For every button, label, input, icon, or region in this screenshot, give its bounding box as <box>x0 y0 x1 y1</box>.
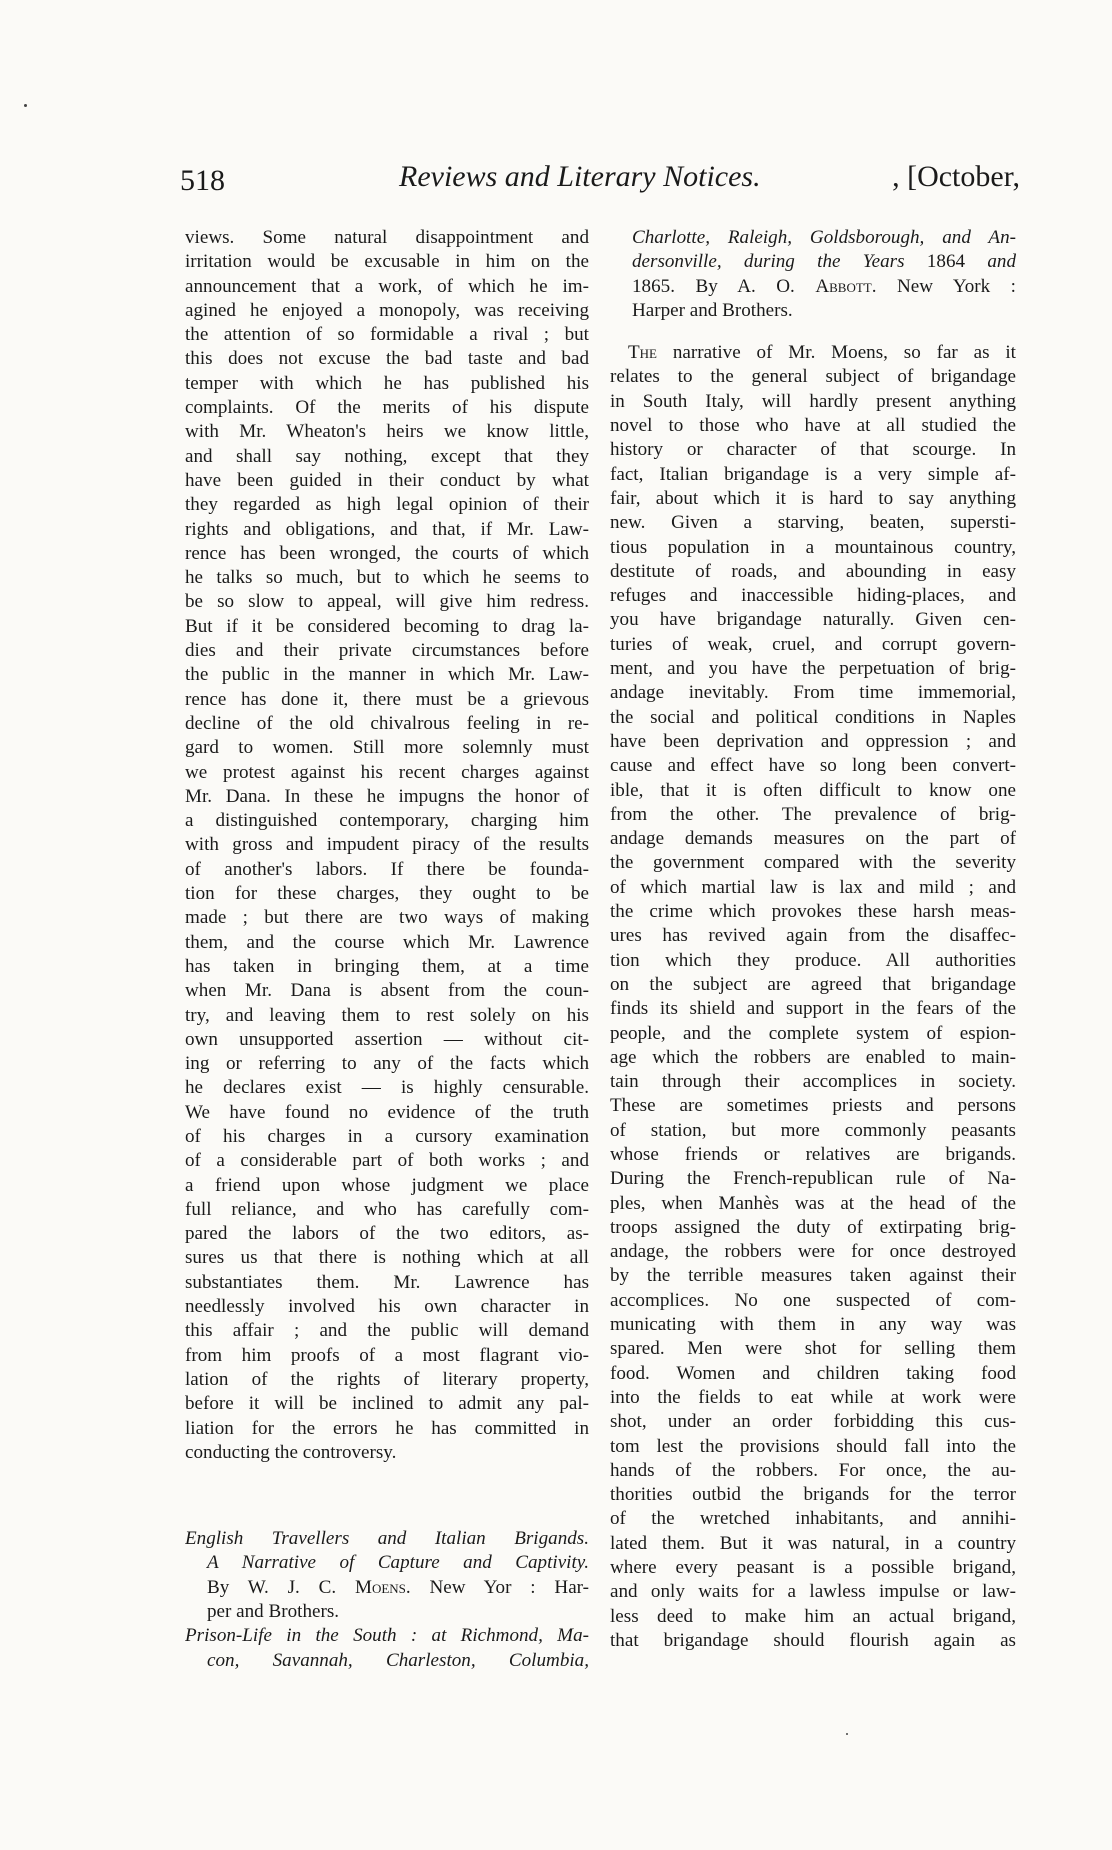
paper-speck <box>24 104 27 107</box>
left-column <box>185 226 589 1673</box>
text-line: of another's labors. If there be founda- <box>185 858 589 880</box>
text-line: whose friends or relatives are brigands. <box>610 1143 1016 1165</box>
right-review-text <box>610 365 1016 1653</box>
text-line: full reliance, and who has carefully com- <box>185 1198 589 1220</box>
text-line: fact, Italian brigandage is a very simple af- <box>610 463 1016 485</box>
text-line: the government compared with the severity <box>610 852 1016 874</box>
page-number: 518 <box>180 164 225 197</box>
text-line: andage, the robbers were for once destroyed <box>610 1241 1016 1263</box>
text-line: rights and obligations, and that, if Mr. Law- <box>185 518 589 540</box>
text-line: this does not excuse the bad taste and bad <box>185 348 589 370</box>
text-line: have been deprivation and oppression ; and <box>610 730 1016 752</box>
text-line: But if it be considered becoming to drag la- <box>185 615 589 637</box>
text-line: before it will be inclined to admit any pal- <box>185 1393 589 1415</box>
text-line: relates to the general subject of brigandage <box>610 366 1016 388</box>
text-line: pared the labors of the two editors, as- <box>185 1223 589 1245</box>
text-line: irritation would be excusable in him on the <box>185 251 589 273</box>
book-entry-prison-life-continued <box>610 226 1016 323</box>
text-line: We have found no evidence of the truth <box>185 1101 589 1123</box>
text-line: complaints. Of the merits of his dispute <box>185 397 589 419</box>
book-author-line <box>185 1576 589 1600</box>
text-line: where every peasant is a possible brigand, <box>610 1557 1016 1579</box>
author-surname: Moens. <box>354 1576 411 1598</box>
text-line: the public in the manner in which Mr. Law- <box>185 664 589 686</box>
book-publisher-line: per and Brothers. <box>207 1601 340 1623</box>
text-line: has taken in bringing them, at a time <box>185 955 589 977</box>
title-italic-part: and <box>987 251 1016 273</box>
text-line: be so slow to appeal, will give him redress. <box>185 591 589 613</box>
text-line: dies and their private circumstances before <box>185 640 589 662</box>
text-line: this affair ; and the public will demand <box>185 1320 589 1342</box>
text-line: These are sometimes priests and persons <box>610 1095 1016 1117</box>
book-title-line: Charlotte, Raleigh, Goldsborough, and An- <box>632 227 1016 248</box>
text-line: tion which they produce. All authorities <box>610 949 1016 971</box>
text-line: During the French-republican rule of Na- <box>610 1168 1016 1190</box>
text-line: gard to women. Still more solemnly must <box>185 737 589 759</box>
publisher-city: New York : <box>897 275 1016 297</box>
text-line: ing or referring to any of the facts which <box>185 1053 589 1075</box>
text-line: when Mr. Dana is absent from the coun- <box>185 980 589 1002</box>
text-line: hands of the robbers. For once, the au- <box>610 1459 1016 1481</box>
text-line: less deed to make him an actual brigand, <box>610 1605 1016 1627</box>
text-line: finds its shield and support in the fears of the <box>610 998 1016 1020</box>
text-line: them, and the course which Mr. Lawrence <box>185 931 589 953</box>
text-line: rence has done it, there must be a grievous <box>185 688 589 710</box>
text-line: lation of the rights of literary property, <box>185 1368 589 1390</box>
book-title-line: A Narrative of Capture and Captivity. <box>207 1552 589 1574</box>
text-line: sures us that there is nothing which at all <box>185 1247 589 1269</box>
text-line: they regarded as high legal opinion of their <box>185 494 589 516</box>
text-line: tious population in a mountainous country, <box>610 536 1016 558</box>
author-prefix: By W. J. C. <box>207 1576 337 1598</box>
book-author-line <box>610 275 1016 299</box>
text-line: that brigandage should flourish again as <box>610 1629 1016 1651</box>
author-surname: Abbott. <box>815 275 877 297</box>
text-line: liation for the errors he has committed in <box>185 1417 589 1439</box>
text-line: we protest against his recent charges against <box>185 761 589 783</box>
text-line: age which the robbers are enabled to main- <box>610 1046 1016 1068</box>
text-line: ible, that it is often difficult to know one <box>610 779 1016 801</box>
text-line: with Mr. Wheaton's heirs we know little, <box>185 421 589 443</box>
text-line: of which martial law is lax and mild ; and <box>610 876 1016 898</box>
title-year: 1864 <box>926 251 966 273</box>
text-line: a distinguished contemporary, charging him <box>185 810 589 832</box>
text-line: spared. Men were shot for selling them <box>610 1338 1016 1360</box>
text-line: agined he enjoyed a monopoly, was receiving <box>185 299 589 321</box>
text-line: the crime which provokes these harsh meas- <box>610 901 1016 923</box>
text-line: food. Women and children taking food <box>610 1362 1016 1384</box>
text-line: new. Given a starving, beaten, supersti- <box>610 512 1016 534</box>
text-line: of a considerable part of both works ; and <box>185 1150 589 1172</box>
text-line: novel to those who have at all studied the <box>610 415 1016 437</box>
text-line: made ; but there are two ways of making <box>185 907 589 929</box>
text-line: troops assigned the duty of extirpating brig- <box>610 1216 1016 1238</box>
text-line: Mr. Dana. In these he impugns the honor of <box>185 785 589 807</box>
text-line: lated them. But it was natural, in a country <box>610 1532 1016 1554</box>
text-line: andage inevitably. From time immemorial, <box>610 682 1016 704</box>
review-first-line <box>610 341 1016 365</box>
page-header <box>180 160 1020 204</box>
text-line: he talks so much, but to which he seems to <box>185 567 589 589</box>
text-line: the attention of so formidable a rival ; but <box>185 324 589 346</box>
book-title-line: English Travellers and Italian Brigands. <box>185 1528 589 1550</box>
book-entry-prison-life <box>185 1624 589 1673</box>
paper-speck <box>846 1733 848 1735</box>
text-line: try, and leaving them to rest solely on his <box>185 1004 589 1026</box>
text-line: of his charges in a cursory examination <box>185 1125 589 1147</box>
book-title-line: con, Savannah, Charleston, Columbia, <box>207 1649 589 1671</box>
text-line: of station, but more commonly peasants <box>610 1119 1016 1141</box>
text-line: andage demands measures on the part of <box>610 828 1016 850</box>
text-line: thorities outbid the brigands for the terror <box>610 1484 1016 1506</box>
text-line: turies of weak, cruel, and corrupt govern- <box>610 633 1016 655</box>
review-first-word: The <box>628 342 657 364</box>
text-line: people, and the complete system of espion- <box>610 1022 1016 1044</box>
text-line: views. Some natural disappointment and <box>185 227 589 248</box>
text-line: with gross and impudent piracy of the results <box>185 834 589 856</box>
book-title-line: Prison-Life in the South : at Richmond, Ma- <box>185 1625 589 1647</box>
left-review-text <box>185 226 589 1465</box>
text-line: by the terrible measures taken against their <box>610 1265 1016 1287</box>
text-line: tion for these charges, they ought to be <box>185 883 589 905</box>
month-heading: , [October, <box>892 160 1020 193</box>
review-first-line-rest: narrative of Mr. Moens, so far as it <box>672 342 1016 364</box>
title-year: 1865. <box>632 275 675 297</box>
text-line: decline of the old chivalrous feeling in re- <box>185 712 589 734</box>
text-line: cause and effect have so long been convert- <box>610 755 1016 777</box>
title-italic-part: dersonville, during the Years <box>632 251 905 273</box>
text-line: ples, when Manhès was at the head of the <box>610 1192 1016 1214</box>
text-line: of the wretched inhabitants, and annihi- <box>610 1508 1016 1530</box>
text-line: have been guided in their conduct by what <box>185 469 589 491</box>
text-line: refuges and inaccessible hiding-places, and <box>610 585 1016 607</box>
text-line: a friend upon whose judgment we place <box>185 1174 589 1196</box>
text-line: he declares exist — is highly censurable. <box>185 1077 589 1099</box>
text-line: and only waits for a lawless impulse or law- <box>610 1581 1016 1603</box>
running-title: Reviews and Literary Notices. <box>399 160 761 193</box>
right-column <box>610 226 1016 1653</box>
text-line: accomplices. No one suspected of com- <box>610 1289 1016 1311</box>
text-line: from the other. The prevalence of brig- <box>610 803 1016 825</box>
text-line: from him proofs of a most flagrant vio- <box>185 1344 589 1366</box>
text-line: shot, under an order forbidding this cus- <box>610 1411 1016 1433</box>
text-line: rence has been wronged, the courts of which <box>185 542 589 564</box>
section-gap <box>610 323 1016 341</box>
text-line: temper with which he has published his <box>185 372 589 394</box>
text-line: in South Italy, will hardly present anything <box>610 390 1016 412</box>
publisher-city: New Yor : Har- <box>429 1576 589 1598</box>
text-line: substantiates them. Mr. Lawrence has <box>185 1271 589 1293</box>
text-line: the social and political conditions in Naples <box>610 706 1016 728</box>
text-line: and shall say nothing, except that they <box>185 445 589 467</box>
text-line: announcement that a work, of which he im- <box>185 275 589 297</box>
text-line: ures has revived again from the disaffec- <box>610 925 1016 947</box>
book-entry-english-travellers <box>185 1527 589 1624</box>
text-line: you have brigandage naturally. Given cen- <box>610 609 1016 631</box>
text-line: destitute of roads, and abounding in easy <box>610 560 1016 582</box>
author-prefix: By A. O. <box>695 275 795 297</box>
text-line: history or character of that scourge. In <box>610 439 1016 461</box>
book-title-line <box>610 250 1016 274</box>
text-line: tom lest the provisions should fall into the <box>610 1435 1016 1457</box>
text-line: into the fields to eat while at work were <box>610 1386 1016 1408</box>
text-line: tain through their accomplices in society. <box>610 1071 1016 1093</box>
text-line: on the subject are agreed that brigandage <box>610 973 1016 995</box>
book-publisher-line: Harper and Brothers. <box>632 299 793 321</box>
text-line: needlessly involved his own character in <box>185 1296 589 1318</box>
text-line: own unsupported assertion — without cit- <box>185 1028 589 1050</box>
text-line: ment, and you have the perpetuation of brig- <box>610 658 1016 680</box>
text-line: municating with them in any way was <box>610 1314 1016 1336</box>
section-gap <box>185 1465 589 1527</box>
text-line: fair, about which it is hard to say anything <box>610 487 1016 509</box>
text-line: conducting the controversy. <box>185 1441 397 1463</box>
